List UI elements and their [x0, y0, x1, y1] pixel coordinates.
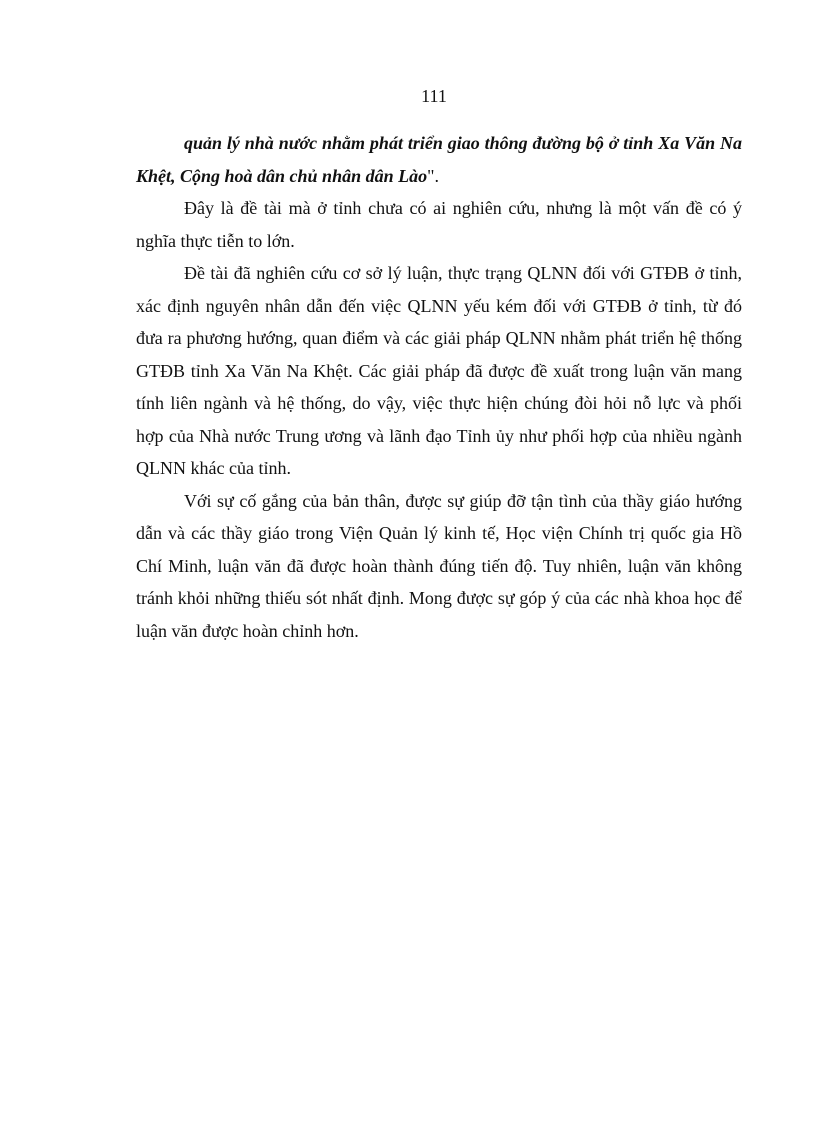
thesis-title-emphasis: quản lý nhà nước nhằm phát triển giao thông đường bộ ở tỉnh Xa Văn Na Khệt, Cộng hoà dân chủ nhân dân Lào: [136, 133, 742, 186]
paragraph-significance: Đây là đề tài mà ở tỉnh chưa có ai nghiên cứu, nhưng là một vấn đề có ý nghĩa thực tiễn to lớn.: [136, 198, 742, 251]
body-text: [136, 127, 742, 647]
paragraph-research-summary: Đề tài đã nghiên cứu cơ sở lý luận, thực trạng QLNN đối với GTĐB ở tỉnh, xác định nguyên nhân dẫn đến việc QLNN yếu kém đối với GTĐB ở tỉnh, từ đó đưa ra phương hướng, quan điểm và các giải pháp QLNN nhằm phát triển hệ thống GTĐB tỉnh Xa Văn Na Khệt. Các giải pháp đã được đề xuất trong luận văn mang tính liên ngành và hệ thống, do vậy, việc thực hiện chúng đòi hỏi nỗ lực và phối hợp của Nhà nước Trung ương và lãnh đạo Tỉnh ủy như phối hợp của nhiều ngành QLNN khác của tỉnh.: [136, 263, 742, 478]
thesis-title-closing: ".: [427, 165, 439, 186]
paragraph-acknowledgement: Với sự cố gắng của bản thân, được sự giúp đỡ tận tình của thầy giáo hướng dẫn và các thầy giáo trong Viện Quản lý kinh tế, Học viện Chính trị quốc gia Hồ Chí Minh, luận văn đã được hoàn thành đúng tiến độ. Tuy nhiên, luận văn không tránh khỏi những thiếu sót nhất định. Mong được sự góp ý của các nhà khoa học để luận văn được hoàn chỉnh hơn.: [136, 490, 742, 641]
page-number: 111: [421, 86, 447, 106]
paragraph-thesis-title-end: [136, 127, 742, 192]
